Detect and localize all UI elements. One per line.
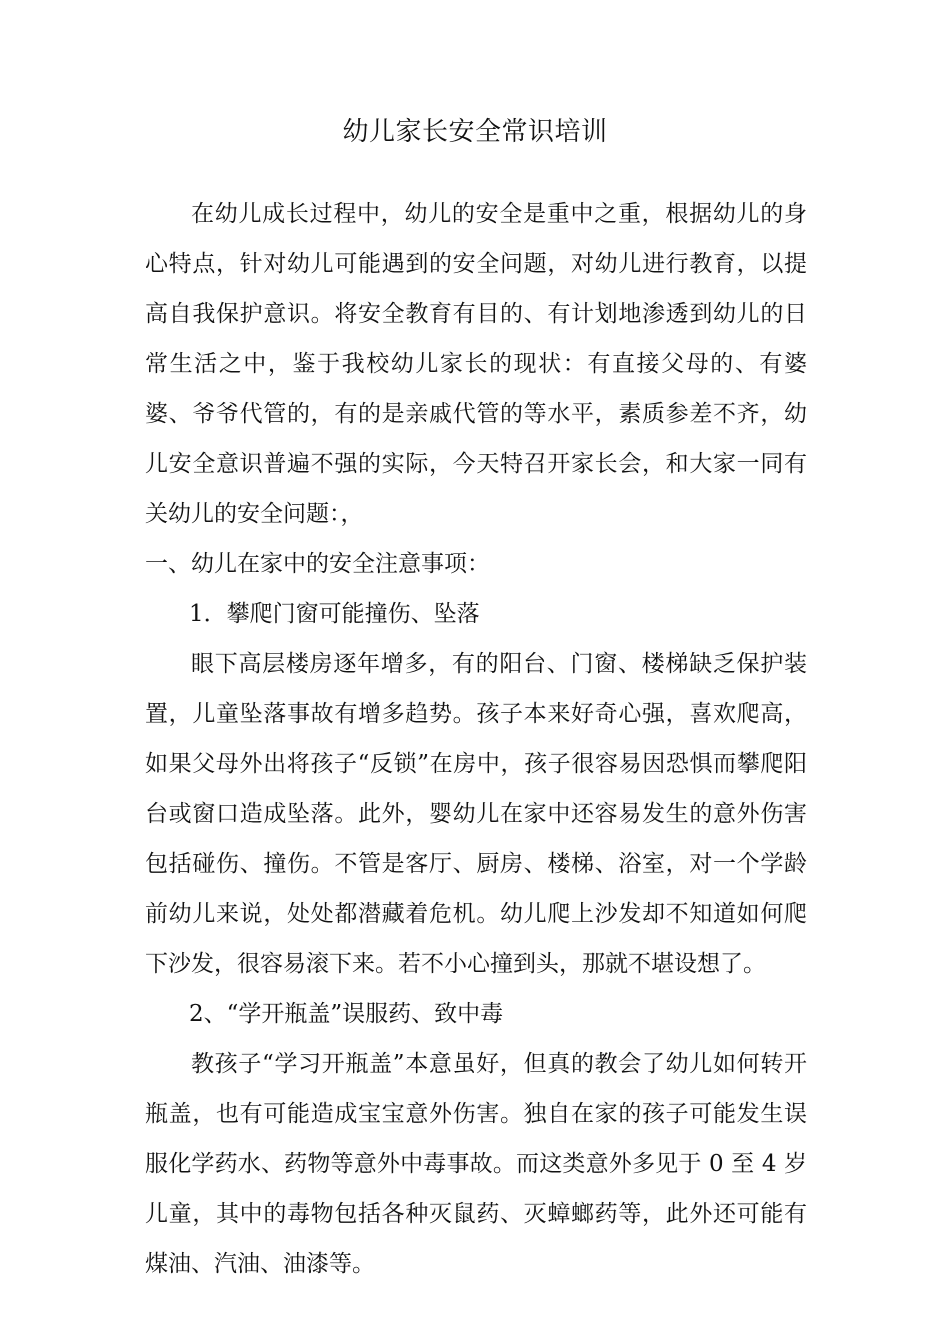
section-1-heading: 一、幼儿在家中的安全注意事项：	[145, 551, 490, 577]
item-1-heading: 1．攀爬门窗可能撞伤、坠落	[189, 601, 480, 627]
item-2-heading: 2、“学开瓶盖”误服药、致中毒	[189, 1001, 504, 1027]
item-2-paragraph: 教孩子“学习开瓶盖”本意虽好，但真的教会了幼儿如何转开瓶盖，也有可能造成宝宝意外伤害。独自在家的孩子可能发生误服化学药水、药物等意外中毒事故。而这类意外多见于 0 至 4 岁儿童，其中的毒物包括各种灭鼠药、灭蟑螂药等，此外还可能有煤油、汽油、油漆等。	[145, 1051, 807, 1277]
item-1-paragraph: 眼下高层楼房逐年增多，有的阳台、门窗、楼梯缺乏保护装置，儿童坠落事故有增多趋势。孩子本来好奇心强，喜欢爬高，如果父母外出将孩子“反锁”在房中，孩子很容易因恐惧而攀爬阳台或窗口造成坠落。此外，婴幼儿在家中还容易发生的意外伤害包括碰伤、撞伤。不管是客厅、厨房、楼梯、浴室，对一个学龄前幼儿来说，处处都潜藏着危机。幼儿爬上沙发却不知道如何爬下沙发，很容易滚下来。若不小心撞到头，那就不堪设想了。	[145, 651, 807, 977]
document-title: 幼儿家长安全常识培训	[342, 117, 608, 147]
intro-paragraph: 在幼儿成长过程中，幼儿的安全是重中之重，根据幼儿的身心特点，针对幼儿可能遇到的安全问题，对幼儿进行教育，以提高自我保护意识。将安全教育有目的、有计划地渗透到幼儿的日常生活之中，鉴于我校幼儿家长的现状：有直接父母的、有婆婆、爷爷代管的，有的是亲戚代管的等水平，素质参差不齐，幼儿安全意识普遍不强的实际，今天特召开家长会，和大家一同有关幼儿的安全问题：，	[145, 201, 807, 527]
document-body	[145, 189, 807, 1289]
